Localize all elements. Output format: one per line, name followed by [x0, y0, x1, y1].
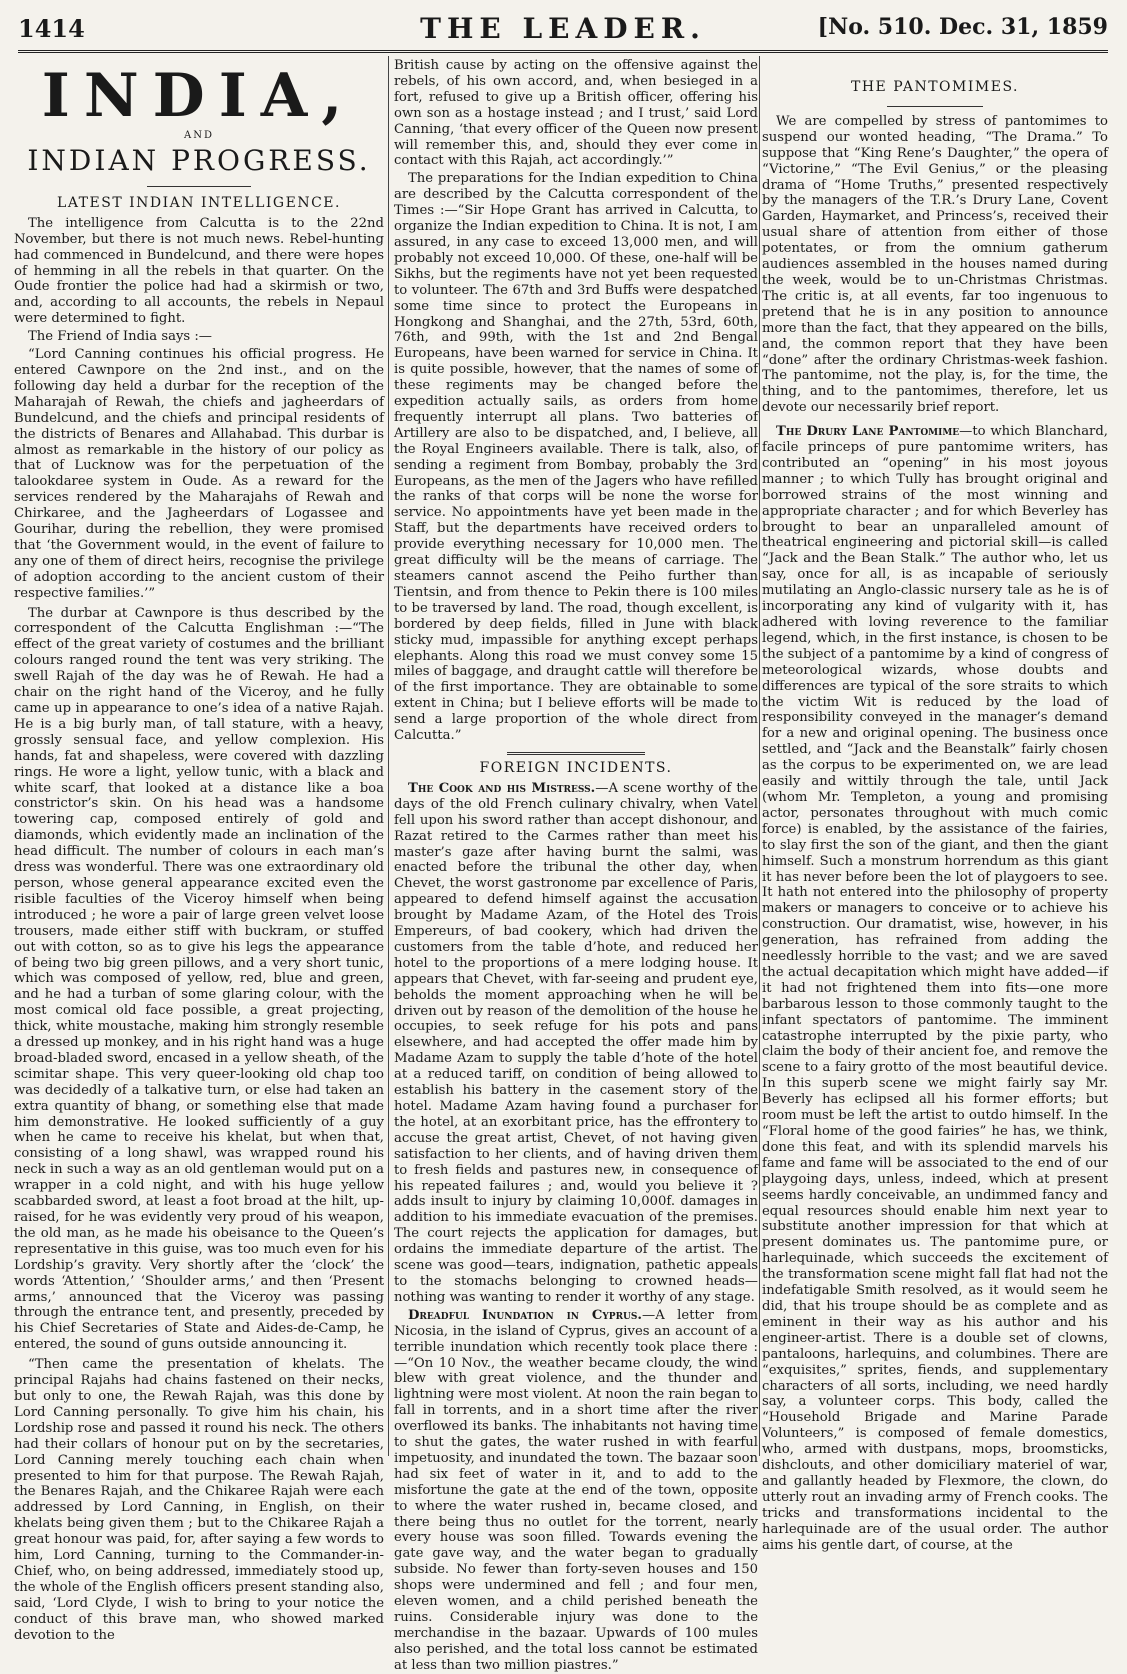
section-rule [507, 752, 645, 755]
article-paragraph [762, 424, 1108, 1553]
pantomimes-heading: THE PANTOMIMES. [851, 79, 1019, 95]
article-paragraph: The intelligence from Calcutta is to the 22nd November, but there is not much news. Rebel-hunting had commenced in Bundelcund, and there were hopes of hemming in all the rebels in that quarter. On the Oude frontier the police had had a skirmish or two, and, according to all accounts, the rebels in Nepaul were determined to fight. [14, 215, 384, 327]
column-foreign [394, 58, 758, 1673]
run-in-heading: The Cook and his Mistress. [408, 780, 596, 796]
column-divider [759, 56, 760, 1456]
article-paragraph: The Friend of India says :— [28, 329, 212, 345]
foreign-incidents-heading: FOREIGN INCIDENTS. [479, 759, 673, 776]
paragraph-body: —to which Blanchard, facile princeps of pure pantomime writers, has contributed an “opening” in his most joyous manner ; to which Tully has brought original and borrowed strains of the most winning and appropriate character ; and for which Beverley has brought to bear an unparalleled amount of theatrical engineering and pictorial skill—is called “Jack and the Bean Stalk.” The author who, let us say, once for all, is as incapable of seriously mutilating an Anglo-classic nursery tale as he is of incorporating any kind of vulgarity with it, has adhered with loving reverence to the familiar legend, which, in the first instance, is chosen to be the subject of a pantomime by a kind of congress of meteorological wizards, whose doubts and differences are typical of the sore straits to which the victim Wit is reduced by the load of responsibility conveyed in the manager’s demand for a new and original opening. The business once settled, and “Jack and the Beanstalk” fairly chosen as the corpus to be experimented on, we are lead easily and wittily through the tale, until Jack (whom Mr. Templeton, a young and promising actor, personates throughout with much comic force) is enabled, by the assistance of the fairies, to slay first the son of the giant, and then the giant himself. Such a monstrum horrendum as this giant it has never before been the lot of playgoers to see. It hath not entered into the philosophy of property makers or managers to conceive or to achieve his construction. Our dramatist, wise, however, in his generation, has refrained from adding the needlessly horrible to the vast; and we are saved the actual decapitation which might have added—if it had not frightened them into fits—one more barbarous lesson to those commonly taught to the infant spectators of pantomime. The imminent catastrophe interrupted by the pixie party, who claim the body of their ancient foe, and remove the scene to a fairy grotto of the most beautiful device. In this superb scene we might fairly say Mr. Beverly has eclipsed all his former efforts; but room must be left the artist to outdo himself. In the “Floral home of the good fairies” he has, we think, done this feat, and with its splendid marvels his fame and fame will be associated to the end of our playgoing days, unless, indeed, which at present seems hardly conceivable, an undimmed fancy and equal resources should enable him next year to substitute another impression for that which at present dominates us. The pantomime pure, or harlequinade, which succeeds the excitement of the transformation scene might fall flat had not the indefatigable Smith resolved, as it would seem he did, that his troupe should be as complete and as eminent in their way as his author and his engineer-artist. There is a double set of clowns, pantaloons, harlequins, and columbines. There are “exquisites,” sprites, fiends, and supplementary characters of all sorts, including, we need hardly say, a volunteer corps. This body, called the “Household Brigade and Marine Parade Volunteers,” is composed of female domestics, who, armed with dustpans, mops, broomsticks, dishclouts, and other domiciliary materiel of war, and gallantly headed by Flexmore, the clown, do utterly rout an invading army of French cooks. The tricks and transformations incidental to the harlequinade are of the usual order. The author aims his gentle dart, of course, at the [762, 424, 1108, 1553]
issue-date: [No. 510. Dec. 31, 1859 [817, 14, 1108, 40]
column-divider [388, 56, 389, 1456]
page-number: 1414 [18, 14, 85, 43]
paragraph-body: —A letter from Nicosia, in the island of Cyprus, gives an account of a terrible inundation which recently took place there :—“On 10 Nov., the weather became cloudy, the wind blew with great violence, and the thunder and lightning were most violent. At noon the rain began to fall in torrents, and in a short time after the river overflowed its banks. The inhabitants not having time to shut the gates, the water rushed in with fearful impetuosity, and inundated the town. The bazaar soon had six feet of water in it, and to add to the misfortune the gate at the end of the town, opposite to where the water rushed in, became closed, and there being thus no outlet for the torrent, nearly every house was soon filled. Towards evening the gate gave way, and the water began to gradually subside. No fewer than forty-seven houses and 150 shops were undermined and fell ; and four men, eleven women, and a child perished beneath the ruins. Considerable injury was done to the merchandise in the bazaar. Upwards of 100 mules also perished, and the total loss cannot be estimated at less than two million piastres.” [394, 1307, 758, 1673]
article-paragraph: “Then came the presentation of khelats. The principal Rajahs had chains fastened on their necks, but only to one, the Rewah Rajah, was this done by Lord Canning personally. To give him his chain, his Lordship rose and passed it round his neck. The others had their collars of honour put on by the secretaries, Lord Canning merely touching each chain when presented to him for that purpose. The Rewah Rajah, the Benares Rajah, and the Chikaree Rajah were each addressed by Lord Canning, in English, on their khelats being given them ; but to the Chikaree Rajah a great honour was paid, for, after saying a few words to him, Lord Canning, turning to the Commander-in-Chief, who, on being addressed, immediately stood up, the whole of the English officers present standing also, said, ‘Lord Clyde, I wish to bring to your notice the conduct of this brave man, who showed marked devotion to the [14, 1357, 384, 1643]
run-in-heading: The Drury Lane Pantomime [776, 424, 960, 440]
article-paragraph: We are compelled by stress of pantomimes to suspend our wonted heading, “The Drama.” To suppose that “King Rene’s Daughter,” the opera of “Victorine,” “The Evil Genius,” or the pleasing drama of “Home Truths,” presented respectively by the managers of the T.R.’s Drury Lane, Covent Garden, Haymarket, and Princess’s, received their usual share of attention from either of those potentates, or from the omnium gatherum audiences assembled in the houses named during the week, would be to un-Christmas Christmas. The critic is, at all events, far too ingenuous to pretend that he is in any position to announce more than the fact, that they appeared on the bills, and, the common report that they have been “done” after the ordinary Christmas-week fashion. The pantomime, not the play, is, for the time, the thing, and to the pantomimes, therefore, let us devote our necessarily brief report. [762, 113, 1108, 416]
indian-progress-title: INDIAN PROGRESS. [27, 143, 371, 177]
column-india [14, 58, 384, 1643]
article-paragraph: “Lord Canning continues his official progress. He entered Cawnpore on the 2nd inst., and on the following day held a durbar for the reception of the Maharajah of Rewah, the chiefs and jagheerdars of Bundelcund, and the chiefs and principal residents of the districts of Benares and Allahabad. This durbar is almost as remarkable in the history of our policy as that of Lucknow was for the perpetuation of the talookdaree system in Oude. As a reward for the services rendered by the Maharajahs of Rewah and Chirkaree, and the Jagheerdars of Logassee and Gourihar, during the rebellion, they were promised that ‘the Government would, in the event of failure to any one of them of direct heirs, recognise the privilege of adoption according to the ancient custom of their respective families.’” [14, 347, 384, 601]
section-divider [762, 102, 1108, 110]
paragraph-body: —A scene worthy of the days of the old French culinary chivalry, when Vatel fell upon his sword rather than accept dishonour, and Razat retired to the Carmes rather than meet his master’s gaze after having burnt the salmi, was enacted before the tribunal the other day, when Chevet, the worst gastronome par excellence of Paris, appeared to defend himself against the accusation brought by Madame Azam, of the Hotel des Trois Empereurs, of bad cookery, which had driven the customers from the table d’hote, and reduced her hotel to the proportions of a mere lodging house. It appears that Chevet, with far-seeing and prudent eye, beholds the moment approaching when he will be driven out by reason of the demolition of the house he occupies, to seek refuge for his pots and pans elsewhere, and had accepted the offer made him by Madame Azam to supply the table d’hote of the hotel at a reduced tariff, on condition of being allowed to establish his battery in the casement story of the hotel. Madame Azam having found a purchaser for the hotel, at an exorbitant price, has the effrontery to accuse the great artist, Chevet, of not having given satisfaction to her clients, and of having driven them to fresh fields and pastures new, in consequence of his repeated failures ; and, would you believe it ? adds insult to injury by claiming 10,000f. damages in addition to his immediate evacuation of the premises. The court rejects the application for damages, but ordains the immediate departure of the artist. The scene was good—tears, indignation, pathetic appeals to the stomachs belonging to crowned heads—nothing was wanting to render it worthy of any stage. [394, 780, 758, 1305]
article-paragraph: British cause by acting on the offensive against the rebels, of his own accord, and, when besieged in a fort, refused to give up a British officer, offering his own son as a hostage instead ; and I trust,’ said Lord Canning, ‘that every officer of the Queen now present will remember this, and, should they ever come in contact with this Rajah, act accordingly.’” [394, 58, 758, 169]
run-in-heading: Dreadful Inundation in Cyprus. [408, 1307, 642, 1323]
newspaper-title: THE LEADER. [420, 12, 706, 45]
article-paragraph [394, 1308, 758, 1674]
article-paragraph: The durbar at Cawnpore is thus described by the correspondent of the Calcutta Englishman :—“The effect of the great variety of costumes and the brilliant colours ranged round the tent was very striking. The swell Rajah of the day was he of Rewah. He had a chair on the right hand of the Viceroy, and he fully came up in appearance to one’s idea of a native Rajah. He is a big burly man, of tall stature, with a heavy, grossly sensual face, and yellow complexion. His hands, fat and shapeless, were covered with dazzling rings. He wore a light, yellow tunic, with a black and white scarf, that looked at a distance like a boa constrictor’s skin. On his head was a handsome towering cap, composed entirely of gold and diamonds, which evidently made an inclination of the head difficult. The number of colours in each man’s dress was wonderful. There was one extraordinary old person, whose general appearance excited even the risible faculties of the Viceroy himself when being introduced ; he wore a pair of large green velvet loose trousers, made either stiff with buckram, or stuffed out with cotton, so as to give his legs the appearance of being two big green pillows, and a very short tunic, which was composed of yellow, red, blue and green, and he had a turban of some glaring colour, with the most comical old face possible, a great projecting, thick, white moustache, making him strongly resemble a dressed up monkey, and in his right hand was a huge broad-bladed sword, encased in a yellow sheath, of the scimitar shape. This very queer-looking old chap too was decidedly of a talkative turn, or else had taken an extra quantity of bhang, or something else that made him demonstrative. He looked sufficiently of a guy when he came to receive his khelat, but when that, consisting of a long shawl, was wrapped round his neck in such a way as an old gentleman would put on a wrapper in a cold night, and with his huge yellow scabbarded sword, at least a foot broad at the hilt, up-raised, for he was evidently very proud of his weapon, the old man, as he made his obeisance to the Queen’s representative in this guise, was too much even for his Lordship’s gravity. Very shortly after the ‘clock’ the words ‘Attention,’ ‘Shoulder arms,’ and then ‘Present arms,’ announced that the Viceroy was passing through the entrance tent, and presently, preceded by his Chief Secretaries of State and Aides-de-Camp, he entered, the sound of guns outside announcing it. [14, 605, 384, 1353]
article-paragraph [394, 781, 758, 1306]
latest-intelligence-heading: LATEST INDIAN INTELLIGENCE. [57, 194, 341, 211]
article-paragraph: The preparations for the Indian expedition to China are described by the Calcutta correspondent of the Times :—“Sir Hope Grant has arrived in Calcutta, to organize the Indian expedition to China. It is not, I am assured, in any case to exceed 13,000 men, and will probably not exceed 10,000. Of these, one-half will be Sikhs, but the regiments have not yet been requested to volunteer. The 67th and 3rd Buffs were despatched some time since to protect the Europeans in Hongkong and Shanghai, and the 27th, 53rd, 60th, 76th, and 99th, with the 1st and 2nd Bengal Europeans, have been warned for service in China. It is quite possible, however, that the names of some of these regiments may be changed before the expedition actually sails, as orders from home frequently interrupt all plans. Two batteries of Artillery are also to be dispatched, and, I believe, all the Royal Engineers available. There is talk, also, of sending a regiment from Bombay, probably the 3rd Europeans, as the men of the Jagers who have refilled the ranks of that corps will be none the worse for service. No appointments have yet been made in the Staff, but the departments have received orders to provide everything necessary for 10,000 men. The great difficulty will be the means of carriage. The steamers cannot ascend the Peiho further than Tientsin, and from thence to Pekin there is 100 miles to be traversed by land. The road, though excellent, is bordered by deep fields, filled in June with black sticky mud, impassible for anything except perhaps elephants. Along this road we must convey some 15 miles of baggage, and draught cattle will therefore be of the first importance. They are obtainable to some extent in China; but I believe efforts will be made to send a large proportion of the whole direct from Calcutta.” [394, 171, 758, 744]
column-pantomimes [762, 58, 1108, 1553]
section-divider [14, 182, 384, 190]
india-title: INDIA, [41, 61, 357, 131]
masthead [18, 8, 1108, 50]
india-and: AND [184, 130, 214, 141]
masthead-rule [18, 50, 1108, 53]
